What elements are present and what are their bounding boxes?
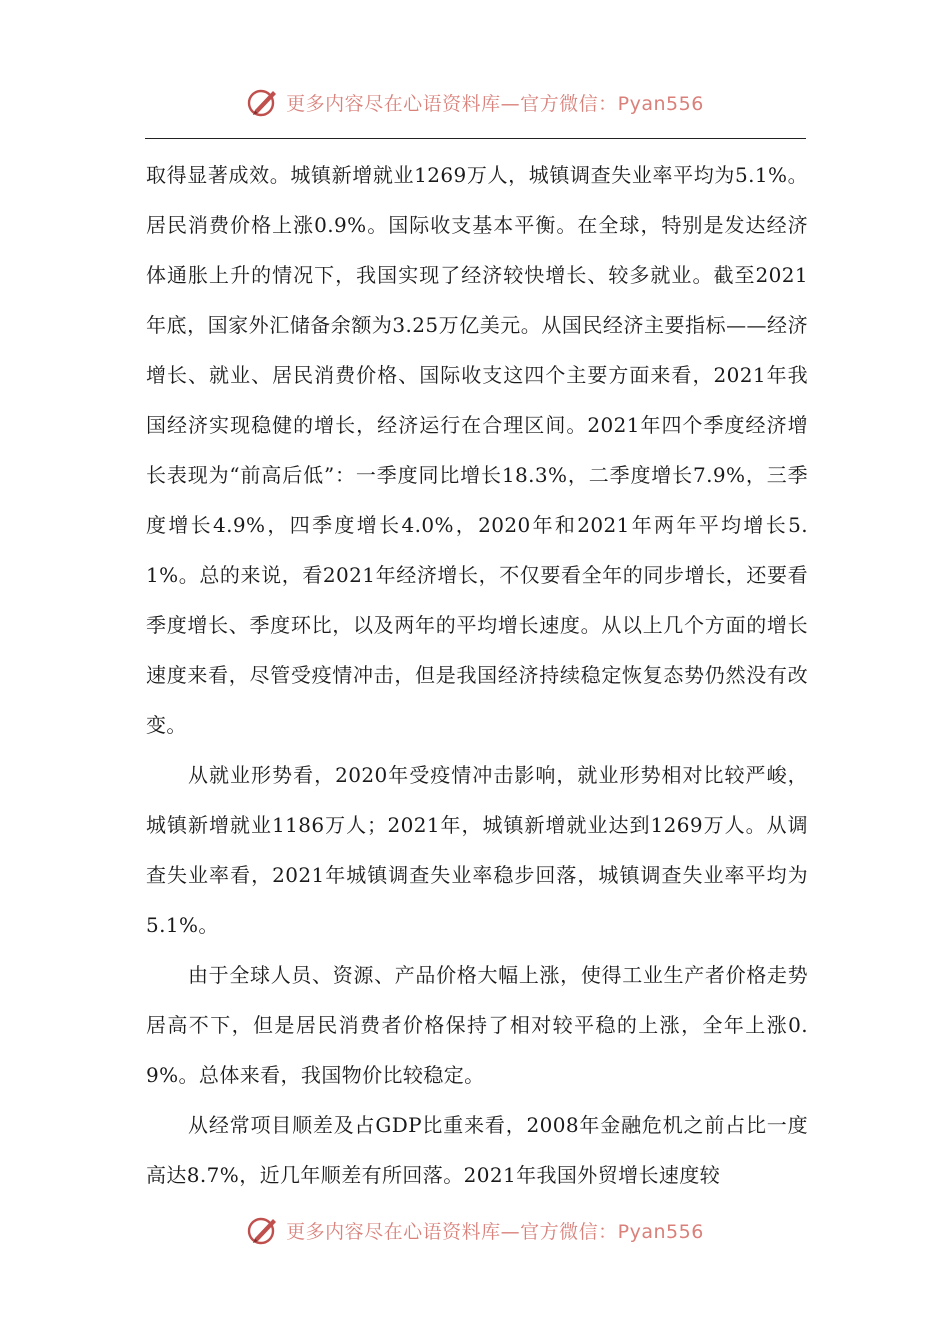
footer-banner-text: 更多内容尽在心语资料库—官方微信：Pyan556 [286, 1220, 704, 1243]
paragraph-3: 由于全球人员、资源、产品价格大幅上涨，使得工业生产者价格走势居高不下，但是居民消费者价格保持了相对较平稳的上涨，全年上涨0.9%。总体来看，我国物价比较稳定。 [146, 963, 808, 1087]
paragraph-1: 取得显著成效。城镇新增就业1269万人，城镇调查失业率平均为5.1%。居民消费价格上涨0.9%。国际收支基本平衡。在全球，特别是发达经济体通胀上升的情况下，我国实现了经济较快增长、较多就业。截至2021年底，国家外汇储备余额为3.25万亿美元。从国民经济主要指标——经济增长、就业、居民消费价格、国际收支这四个主要方面来看，2021年我国经济实现稳健的增长，经济运行在合理区间。2021年四个季度经济增长表现为“前高后低”：一季度同比增长18.3%，二季度增长7.9%，三季度增长4.9%，四季度增长4.0%，2020年和2021年两年平均增长5.1%。总的来说，看2021年经济增长，不仅要看全年的同步增长，还要看季度增长、季度环比，以及两年的平均增长速度。从以上几个方面的增长速度来看，尽管受疫情冲击，但是我国经济持续稳定恢复态势仍然没有改变。 [146, 163, 808, 737]
document-body [146, 150, 808, 1200]
paragraph-4: 从经常项目顺差及占GDP比重来看，2008年金融危机之前占比一度高达8.7%，近几年顺差有所回落。2021年我国外贸增长速度较 [146, 1113, 808, 1187]
pen-logo-icon [246, 85, 280, 119]
pen-logo-icon [246, 1213, 280, 1247]
header-banner-text: 更多内容尽在心语资料库—官方微信：Pyan556 [286, 92, 704, 115]
footer-banner [0, 1210, 950, 1250]
paragraph-2: 从就业形势看，2020年受疫情冲击影响，就业形势相对比较严峻，城镇新增就业1186万人；2021年，城镇新增就业达到1269万人。从调查失业率看，2021年城镇调查失业率稳步回落，城镇调查失业率平均为5.1%。 [146, 763, 808, 937]
header-divider [145, 138, 806, 139]
header-banner [0, 82, 950, 122]
